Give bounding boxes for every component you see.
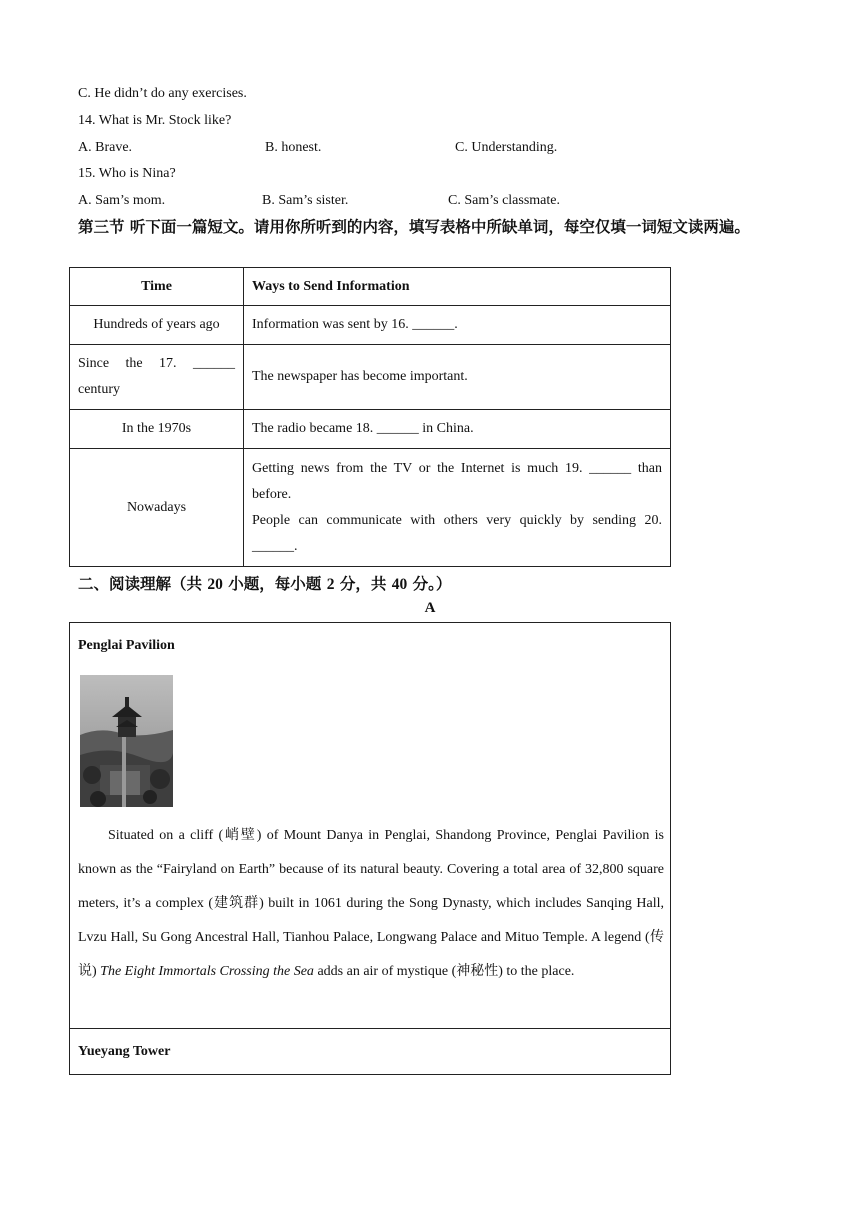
- info-line: Getting news from the TV or the Internet is much 19. ______ than before.: [252, 460, 662, 502]
- info-cell: [244, 449, 671, 567]
- heading-number: 40: [391, 576, 408, 593]
- q15-option-a: A. Sam’s mom.: [78, 193, 166, 208]
- heading-number: 20: [207, 576, 223, 593]
- table-row: [70, 410, 671, 449]
- reading-section-heading: [78, 572, 451, 594]
- q15-option-b: B. Sam’s sister.: [262, 193, 349, 208]
- info-line: People can communicate with others very quickly by sending 20. ______.: [252, 512, 662, 554]
- time-cell: Nowadays: [70, 449, 244, 567]
- q13-option-c: C. He didn’t do any exercises.: [78, 86, 247, 101]
- paragraph-text: Situated on a cliff (峭壁) of Mount Danya in Penglai, Shandong Province, Penglai Pavilion is known as the “Fairyland on Earth” because of its natural beauty. Covering a total area of 32,800 square meters, it’s a complex (建筑群) built in 1061 during the Song Dynasty, which includes Sanqing Hall, Lvzu Hall, Su Gong Ancestral Hall, Tianhou Palace, Longwang Palace and Mituo Temple. A legend (传说): [78, 828, 664, 979]
- penglai-title: Penglai Pavilion: [78, 638, 175, 653]
- passage-letter: A: [424, 600, 436, 616]
- time-cell: Since the 17. ______ century: [70, 345, 244, 410]
- penglai-paragraph: [78, 819, 664, 989]
- table-row: [70, 449, 671, 567]
- section3-heading: 第三节 听下面一篇短文。请用你所听到的内容，填写表格中所缺单词，每空仅填一词短文读两遍。: [78, 218, 750, 236]
- heading-text: 分。）: [407, 575, 452, 593]
- passage-a-box: [69, 622, 671, 1075]
- info-cell: The newspaper has become important.: [244, 345, 671, 410]
- q15-option-c: C. Sam’s classmate.: [448, 193, 560, 208]
- q14-option-b: B. honest.: [265, 140, 322, 155]
- q14-stem: 14. What is Mr. Stock like?: [78, 113, 232, 128]
- heading-text: 分，共: [334, 575, 392, 593]
- heading-text: 小题，每小题: [222, 575, 327, 593]
- q15-stem: 15. Who is Nina?: [78, 166, 176, 181]
- info-cell: Information was sent by 16. ______.: [244, 306, 671, 345]
- header-time: Time: [70, 268, 244, 306]
- q14-option-a: A. Brave.: [78, 140, 133, 155]
- penglai-pavilion-photo: [80, 675, 173, 807]
- time-cell: Hundreds of years ago: [70, 306, 244, 345]
- table-header-row: [70, 268, 671, 306]
- q14-option-c: C. Understanding.: [455, 140, 558, 155]
- paragraph-text: adds an air of mystique (神秘性) to the place.: [313, 964, 575, 979]
- yueyang-title: Yueyang Tower: [78, 1044, 171, 1059]
- heading-text: 二、阅读理解（共: [78, 575, 208, 593]
- time-cell: In the 1970s: [70, 410, 244, 449]
- section-divider: [70, 1028, 670, 1029]
- table-row: [70, 345, 671, 410]
- heading-number: 2: [326, 576, 335, 593]
- legend-title: The Eight Immortals Crossing the Sea: [100, 964, 314, 979]
- info-cell: The radio became 18. ______ in China.: [244, 410, 671, 449]
- table-row: [70, 306, 671, 345]
- header-ways: Ways to Send Information: [244, 268, 671, 306]
- info-table: [69, 267, 671, 567]
